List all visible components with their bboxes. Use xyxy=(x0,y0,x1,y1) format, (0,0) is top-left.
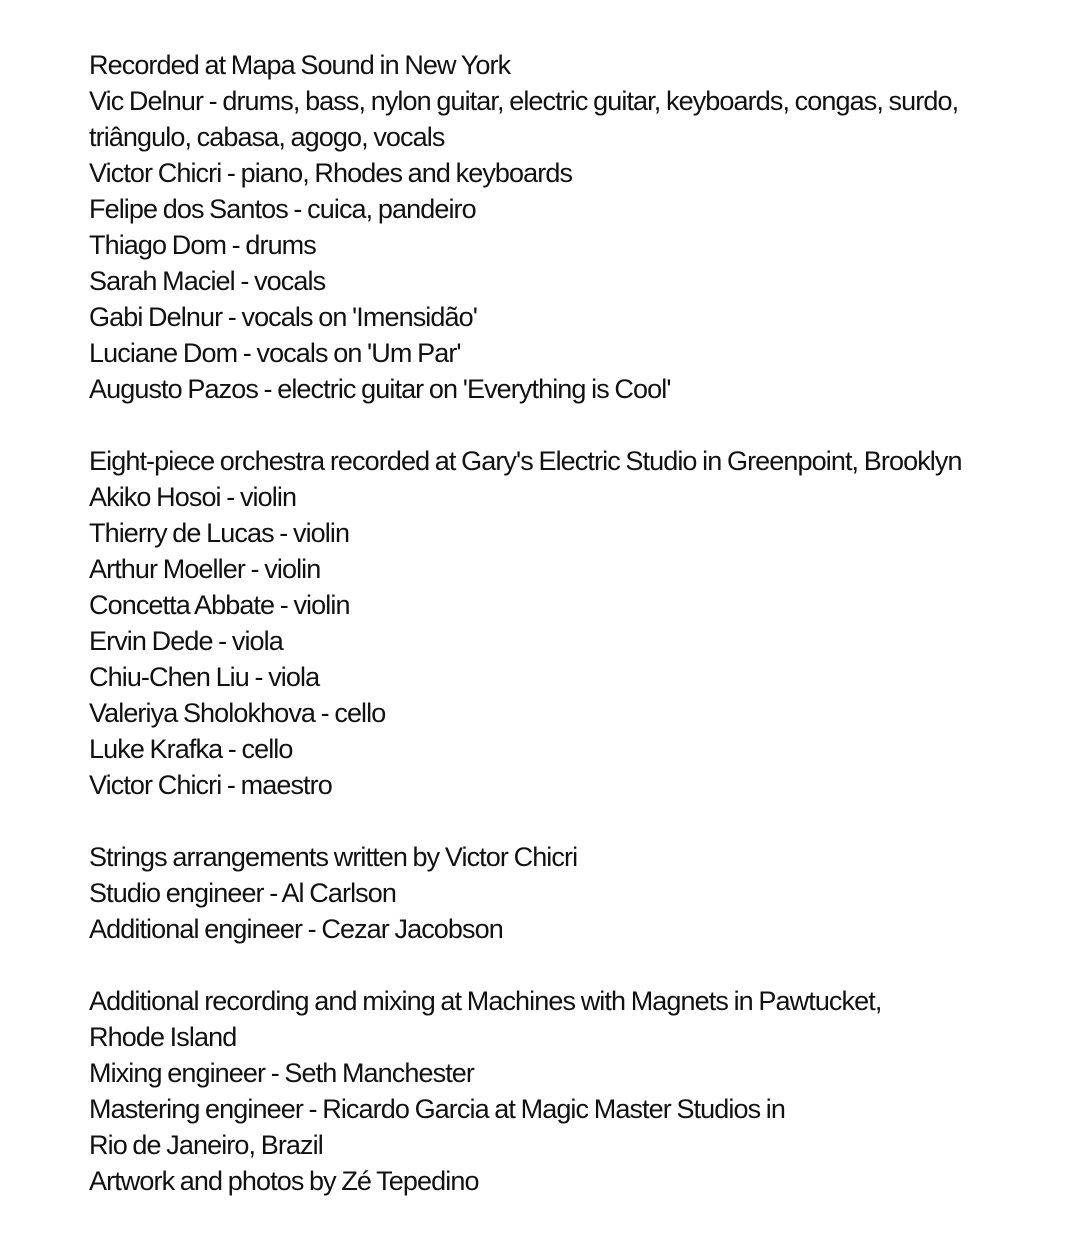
credit-line: Luke Krafka - cello xyxy=(89,734,293,764)
credit-line: Ervin Dede - viola xyxy=(89,626,283,656)
studio-heading-machines-with-magnets: Additional recording and mixing at Machines with Magnets in Pawtucket, xyxy=(89,986,882,1016)
credit-line-continuation: Rio de Janeiro, Brazil xyxy=(89,1130,323,1160)
section-mapa-sound-recording xyxy=(89,47,1064,407)
credit-line: Vic Delnur - drums, bass, nylon guitar, electric guitar, keyboards, congas, surdo, xyxy=(89,86,959,116)
credit-line: Chiu-Chen Liu - viola xyxy=(89,662,320,692)
credit-line: Gabi Delnur - vocals on 'Imensidão' xyxy=(89,302,478,332)
credit-line: Mixing engineer - Seth Manchester xyxy=(89,1058,475,1088)
credit-line: Thierry de Lucas - violin xyxy=(89,518,350,548)
section-arrangements-engineering xyxy=(89,839,1064,947)
studio-heading-garys-electric: Eight-piece orchestra recorded at Gary's Electric Studio in Greenpoint, Brooklyn xyxy=(89,446,962,476)
credit-line: Arthur Moeller - violin xyxy=(89,554,321,584)
credits-document xyxy=(89,47,1064,1199)
credit-line: Luciane Dom - vocals on 'Um Par' xyxy=(89,338,461,368)
credit-line: Artwork and photos by Zé Tepedino xyxy=(89,1166,479,1196)
credit-line: Victor Chicri - piano, Rhodes and keyboards xyxy=(89,158,573,188)
credit-line: Felipe dos Santos - cuica, pandeiro xyxy=(89,194,476,224)
credit-line: Akiko Hosoi - violin xyxy=(89,482,297,512)
credit-line: Additional engineer - Cezar Jacobson xyxy=(89,914,503,944)
credit-line-continuation: Rhode Island xyxy=(89,1022,237,1052)
credit-line: Sarah Maciel - vocals xyxy=(89,266,326,296)
credit-line: Mastering engineer - Ricardo Garcia at Magic Master Studios in xyxy=(89,1094,786,1124)
section-orchestra xyxy=(89,443,1064,803)
credit-line: Victor Chicri - maestro xyxy=(89,770,332,800)
credit-line: Valeriya Sholokhova - cello xyxy=(89,698,386,728)
credit-line-continuation: triângulo, cabasa, agogo, vocals xyxy=(89,122,445,152)
credit-line: Augusto Pazos - electric guitar on 'Everything is Cool' xyxy=(89,374,671,404)
credit-line: Studio engineer - Al Carlson xyxy=(89,878,396,908)
credit-line: Concetta Abbate - violin xyxy=(89,590,350,620)
credit-line: Strings arrangements written by Victor Chicri xyxy=(89,842,578,872)
studio-heading-mapa-sound: Recorded at Mapa Sound in New York xyxy=(89,50,511,80)
credit-line: Thiago Dom - drums xyxy=(89,230,316,260)
section-mixing-mastering xyxy=(89,983,1064,1199)
